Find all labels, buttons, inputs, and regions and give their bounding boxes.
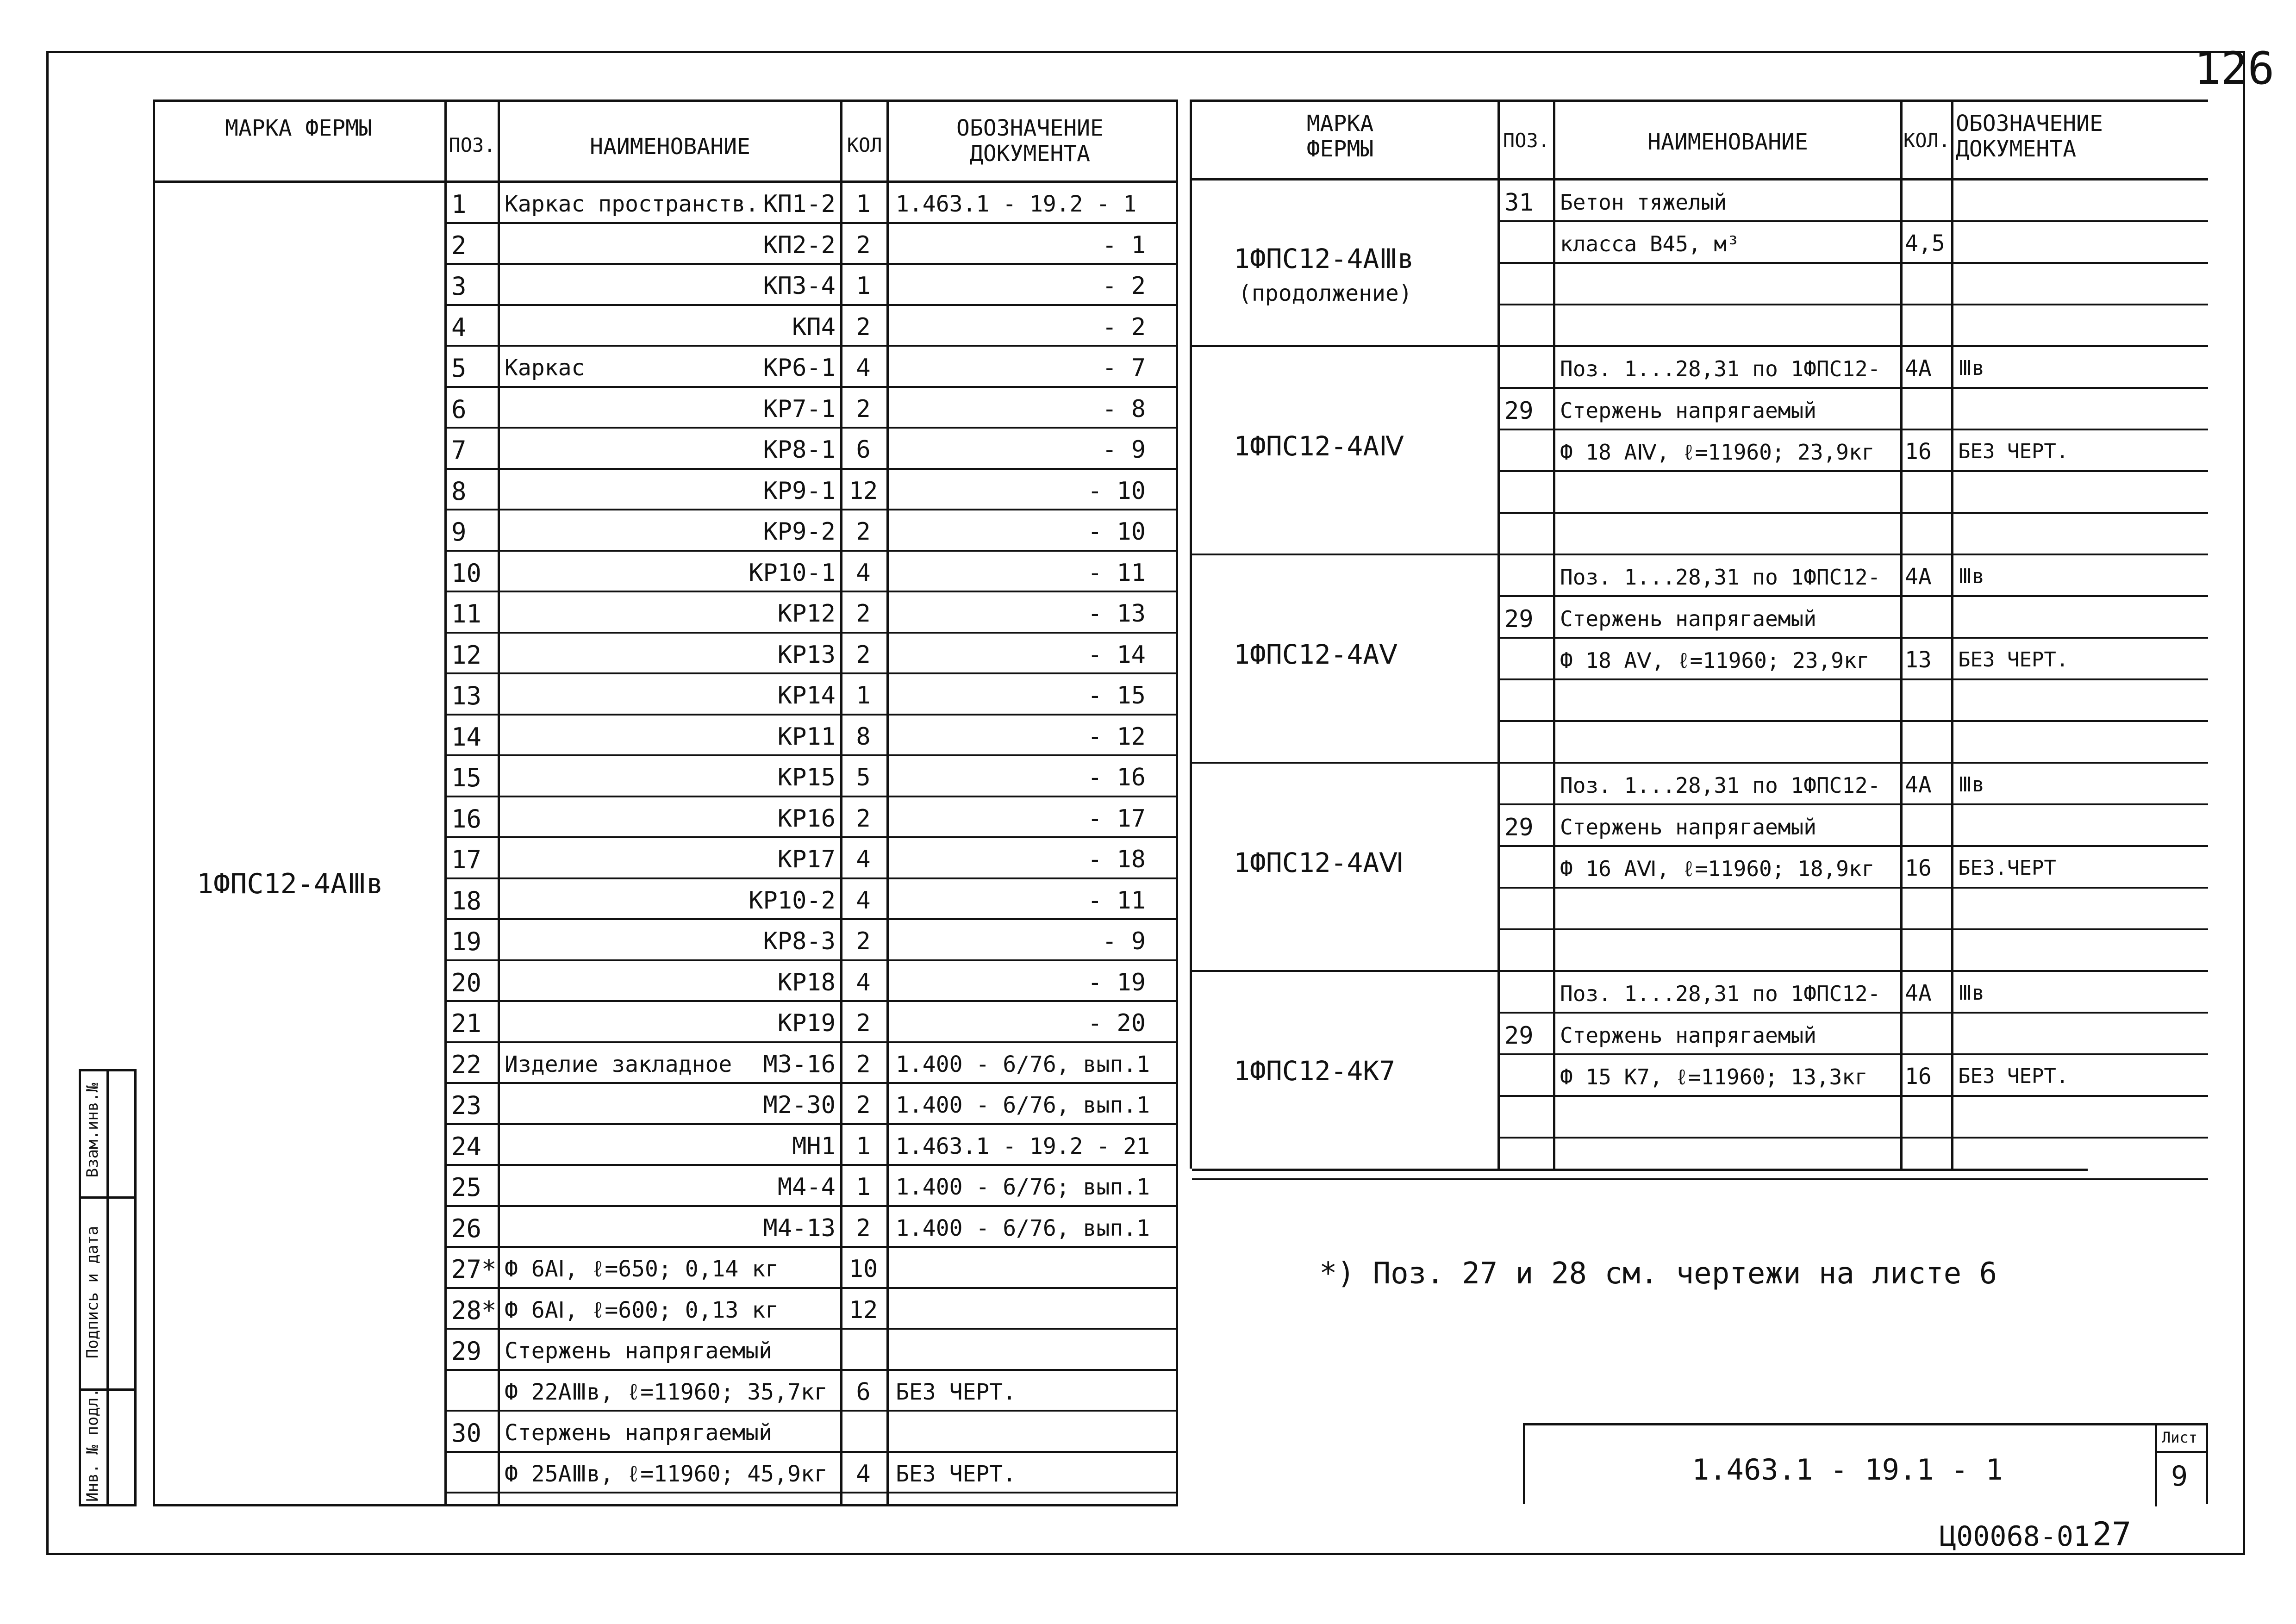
- left-row-qty: 6: [856, 1378, 871, 1406]
- left-row-mark: КР10-2: [749, 886, 836, 915]
- left-row-pos: 29: [451, 1337, 482, 1366]
- right-row-doc: БЕЗ.ЧЕРТ: [1958, 856, 2056, 880]
- title-sheet-number: 9: [2171, 1460, 2188, 1493]
- left-row-pos: 9: [451, 517, 467, 547]
- right-header-qty: КОЛ.: [1903, 129, 1951, 152]
- left-row-mark: КР13: [777, 641, 836, 669]
- left-row-doc: 1.463.1 - 19.2 - 21: [896, 1133, 1150, 1159]
- stamp-inv: Инв. № подл.: [83, 1388, 102, 1502]
- left-row-pos: 6: [451, 394, 467, 424]
- row-divider: [444, 591, 1176, 592]
- left-row-doc: - 2: [1102, 313, 1146, 341]
- group-divider: [1192, 970, 1497, 972]
- row-divider: [444, 672, 1176, 674]
- left-row-pos: 11: [451, 599, 482, 628]
- row-divider: [1497, 512, 2208, 514]
- group-divider: [1192, 1178, 1497, 1180]
- row-divider: [444, 304, 1176, 306]
- left-row-qty: 1: [856, 1173, 871, 1201]
- left-row-doc: - 14: [1087, 641, 1146, 669]
- left-row-qty: 1: [856, 1132, 871, 1160]
- title-code: 1.463.1 - 19.1 - 1: [1692, 1453, 2003, 1487]
- right-row-name: Поз. 1...28,31 по 1ФПС12-: [1560, 981, 1881, 1006]
- left-row-pos: 19: [451, 927, 482, 956]
- left-row-pos: 22: [451, 1050, 482, 1079]
- right-row-name: Ф 16 АⅥ, ℓ=11960; 18,9кг: [1560, 856, 1875, 881]
- left-row-qty: 2: [856, 1050, 871, 1078]
- left-row-qty: 6: [856, 436, 871, 464]
- left-row-qty: 12: [849, 477, 878, 505]
- left-row-mark: КП2-2: [763, 231, 836, 259]
- row-divider: [1497, 1178, 2208, 1180]
- right-row-doc: Ⅲв: [1958, 981, 1984, 1005]
- right-row-name: Ф 18 АⅤ, ℓ=11960; 23,9кг: [1560, 648, 1870, 673]
- row-divider: [444, 918, 1176, 920]
- row-divider: [444, 1492, 1176, 1493]
- right-row-name: Поз. 1...28,31 по 1ФПС12-: [1560, 565, 1881, 590]
- left-row-qty: 12: [849, 1296, 878, 1324]
- stamp-vzam: Взам.инв.№: [83, 1083, 102, 1178]
- left-row-name: Ф 6АⅠ, ℓ=650; 0,14 кг: [505, 1256, 779, 1282]
- right-row-doc: БЕЗ ЧЕРТ.: [1958, 648, 2069, 672]
- right-row-name: Поз. 1...28,31 по 1ФПС12-: [1560, 356, 1881, 381]
- right-row-name: Стержень напрягаемый: [1560, 606, 1816, 631]
- row-divider: [444, 427, 1176, 429]
- right-row-qty: 4,5: [1905, 230, 1945, 256]
- group-divider: [1192, 554, 1497, 555]
- right-row-qty: 16: [1905, 855, 1932, 881]
- left-row-doc: - 9: [1102, 927, 1146, 955]
- left-row-mark: КР11: [777, 722, 836, 751]
- footnote: *) Поз. 27 и 28 см. чертежи на листе 6: [1319, 1257, 1997, 1291]
- row-divider: [444, 1451, 1176, 1453]
- row-divider: [444, 509, 1176, 510]
- left-row-qty: 2: [856, 518, 871, 546]
- right-row-qty: 4А: [1905, 772, 1932, 798]
- row-divider: [1497, 678, 2208, 680]
- right-row-name: Бетон тяжелый: [1560, 190, 1727, 215]
- right-row-pos: 31: [1504, 189, 1534, 217]
- row-divider: [1497, 345, 2208, 347]
- right-row-name: Стержень напрягаемый: [1560, 398, 1816, 423]
- right-row-doc: Ⅲв: [1958, 356, 1984, 380]
- left-row-doc: - 1: [1102, 231, 1146, 259]
- left-row-pos: 17: [451, 845, 482, 874]
- row-divider: [1497, 887, 2208, 889]
- title-sheet-label: Лист: [2162, 1429, 2198, 1446]
- row-divider: [444, 1041, 1176, 1043]
- row-divider: [1497, 762, 2208, 764]
- right-group-mark-note: (продолжение): [1238, 280, 1412, 306]
- row-divider: [444, 1205, 1176, 1207]
- left-row-pos: 12: [451, 640, 482, 670]
- right-row-pos: 29: [1504, 1022, 1534, 1050]
- left-row-mark: КР16: [777, 804, 836, 833]
- left-row-mark: М3-16: [763, 1050, 836, 1078]
- row-divider: [1497, 595, 2208, 597]
- row-divider: [1497, 470, 2208, 472]
- row-divider: [444, 877, 1176, 879]
- right-row-name: Стержень напрягаемый: [1560, 1023, 1816, 1048]
- row-divider: [444, 1369, 1176, 1371]
- left-row-pos: 2: [451, 230, 467, 260]
- right-row-name: Ф 15 К7, ℓ=11960; 13,3кг: [1560, 1064, 1868, 1089]
- left-row-name: Ф 25АⅢв, ℓ=11960; 45,9кг: [505, 1461, 828, 1487]
- left-row-qty: 4: [856, 846, 871, 873]
- row-divider: [1497, 720, 2208, 722]
- left-row-qty: 2: [856, 600, 871, 628]
- left-row-mark: КР12: [777, 600, 836, 628]
- left-row-mark: КР7-1: [763, 395, 836, 423]
- row-divider: [444, 1246, 1176, 1248]
- row-divider: [444, 1000, 1176, 1002]
- left-row-mark: КР6-1: [763, 354, 836, 382]
- row-divider: [1497, 928, 2208, 930]
- right-group-mark: 1ФПС12-4АⅣ: [1234, 430, 1404, 462]
- left-row-pos: 26: [451, 1213, 482, 1243]
- left-row-qty: 10: [849, 1255, 878, 1283]
- right-row-qty: 4А: [1905, 980, 1932, 1006]
- row-divider: [444, 1082, 1176, 1084]
- row-divider: [444, 796, 1176, 797]
- row-divider: [444, 550, 1176, 552]
- right-row-name: класса В45, м³: [1560, 231, 1740, 256]
- right-header-mark: МАРКА ФЕРМЫ: [1306, 111, 1374, 162]
- left-row-pos: 10: [451, 558, 482, 588]
- left-row-doc: - 19: [1087, 968, 1146, 996]
- left-row-name: Каркас: [505, 355, 585, 381]
- left-row-doc: - 11: [1087, 886, 1146, 915]
- left-row-pos: 30: [451, 1419, 482, 1448]
- left-row-qty: 4: [856, 886, 871, 915]
- left-row-qty: 2: [856, 1214, 871, 1242]
- left-row-doc: 1.400 - 6/76, вып.1: [896, 1051, 1150, 1077]
- sheet-number-top: 126: [2194, 43, 2275, 94]
- right-row-pos: 29: [1504, 814, 1534, 841]
- bottom-code: Ц00068-01: [1940, 1520, 2090, 1553]
- right-row-qty: 4А: [1905, 355, 1932, 381]
- left-row-pos: 25: [451, 1173, 482, 1202]
- left-row-pos: 28*: [451, 1295, 497, 1325]
- left-row-pos: 14: [451, 722, 482, 752]
- left-row-pos: 5: [451, 354, 467, 383]
- left-row-pos: 21: [451, 1009, 482, 1038]
- left-header-qty: КОЛ: [847, 134, 882, 156]
- left-row-pos: 24: [451, 1132, 482, 1161]
- left-row-doc: - 8: [1102, 395, 1146, 423]
- right-row-qty: 16: [1905, 439, 1932, 465]
- left-row-qty: 8: [856, 722, 871, 751]
- group-divider: [1192, 762, 1497, 764]
- left-row-doc: 1.400 - 6/76, вып.1: [896, 1215, 1150, 1241]
- right-header-doc: ОБОЗНАЧЕНИЕ ДОКУМЕНТА: [1956, 111, 2103, 162]
- right-row-pos: 29: [1504, 605, 1534, 633]
- row-divider: [1497, 304, 2208, 305]
- left-row-doc: - 18: [1087, 846, 1146, 873]
- left-row-qty: 4: [856, 559, 871, 587]
- row-divider: [1497, 803, 2208, 805]
- right-row-qty: 4А: [1905, 564, 1932, 590]
- left-mark: 1ФПС12-4АⅢв: [197, 868, 383, 900]
- row-divider: [444, 468, 1176, 470]
- left-row-mark: КР10-1: [749, 559, 836, 587]
- left-row-mark: КП1-2: [763, 190, 836, 218]
- left-row-qty: 4: [856, 354, 871, 382]
- right-group-mark: 1ФПС12-4К7: [1234, 1055, 1396, 1087]
- left-row-mark: КР14: [777, 682, 836, 709]
- left-row-doc: - 12: [1087, 722, 1146, 751]
- left-row-name: Ф 6АⅠ, ℓ=600; 0,13 кг: [505, 1297, 779, 1323]
- row-divider: [1497, 429, 2208, 430]
- left-row-mark: М4-13: [763, 1214, 836, 1242]
- row-divider: [444, 1287, 1176, 1289]
- row-divider: [1497, 220, 2208, 222]
- left-row-qty: 2: [856, 641, 871, 669]
- row-divider: [444, 714, 1176, 716]
- left-row-doc: БЕЗ ЧЕРТ.: [896, 1379, 1017, 1405]
- left-row-doc: - 17: [1087, 804, 1146, 833]
- left-row-doc: - 2: [1102, 272, 1146, 300]
- left-row-mark: КР18: [777, 968, 836, 996]
- left-row-name: Стержень напрягаемый: [505, 1338, 772, 1364]
- right-group-mark: 1ФПС12-4АⅢв: [1234, 243, 1414, 274]
- left-row-doc: - 10: [1087, 518, 1146, 546]
- left-row-qty: 2: [856, 927, 871, 955]
- left-row-qty: 1: [856, 190, 871, 218]
- left-row-mark: КР19: [777, 1009, 836, 1037]
- row-divider: [1497, 1053, 2208, 1055]
- left-row-doc: - 7: [1102, 354, 1146, 382]
- left-row-qty: 2: [856, 1009, 871, 1037]
- row-divider: [444, 1328, 1176, 1330]
- left-row-pos: 3: [451, 272, 467, 301]
- left-row-mark: КР17: [777, 846, 836, 873]
- left-row-mark: КР8-3: [763, 927, 836, 955]
- right-row-name: Ф 18 АⅣ, ℓ=11960; 23,9кг: [1560, 440, 1875, 465]
- row-divider: [444, 1164, 1176, 1166]
- left-header-pos: ПОЗ.: [449, 134, 496, 156]
- row-divider: [1497, 262, 2208, 264]
- right-row-name: Стержень напрягаемый: [1560, 815, 1816, 840]
- right-row-doc: БЕЗ ЧЕРТ.: [1958, 440, 2069, 463]
- row-divider: [1497, 970, 2208, 972]
- left-row-qty: 2: [856, 395, 871, 423]
- left-row-pos: 8: [451, 476, 467, 506]
- title-block: [1523, 1423, 2208, 1504]
- row-divider: [1497, 1095, 2208, 1097]
- group-divider: [1192, 345, 1497, 347]
- row-divider: [1497, 554, 2208, 555]
- row-divider: [444, 222, 1176, 224]
- left-row-doc: 1.400 - 6/76, вып.1: [896, 1092, 1150, 1118]
- right-header-name: НАИМЕНОВАНИЕ: [1647, 129, 1808, 155]
- left-row-pos: 4: [451, 312, 467, 342]
- left-header-name: НАИМЕНОВАНИЕ: [590, 134, 750, 160]
- left-row-qty: 5: [856, 764, 871, 791]
- right-header-pos: ПОЗ.: [1503, 129, 1550, 152]
- left-row-qty: 2: [856, 313, 871, 341]
- row-divider: [1497, 845, 2208, 847]
- row-divider: [444, 754, 1176, 756]
- left-row-mark: КР9-2: [763, 518, 836, 546]
- bottom-page: 27: [2092, 1515, 2132, 1553]
- left-row-mark: КП4: [792, 313, 836, 341]
- right-row-pos: 29: [1504, 397, 1534, 425]
- left-row-qty: 1: [856, 272, 871, 300]
- left-row-pos: 1: [451, 190, 467, 219]
- right-row-qty: 16: [1905, 1064, 1932, 1089]
- left-header-doc: ОБОЗНАЧЕНИЕ ДОКУМЕНТА: [956, 115, 1104, 167]
- left-row-pos: 13: [451, 681, 482, 710]
- left-row-name: Каркас пространств.: [505, 191, 759, 217]
- left-row-qty: 4: [856, 968, 871, 996]
- left-row-pos: 27*: [451, 1255, 497, 1284]
- right-row-doc: БЕЗ ЧЕРТ.: [1958, 1064, 2069, 1088]
- left-row-name: Ф 22АⅢв, ℓ=11960; 35,7кг: [505, 1379, 828, 1405]
- left-row-pos: 18: [451, 886, 482, 915]
- left-row-mark: КР9-1: [763, 477, 836, 505]
- row-divider: [1497, 387, 2208, 389]
- right-row-doc: Ⅲв: [1958, 773, 1984, 796]
- left-row-pos: 23: [451, 1091, 482, 1120]
- left-row-mark: МН1: [792, 1132, 836, 1160]
- left-row-mark: КР15: [777, 764, 836, 791]
- left-row-qty: 4: [856, 1460, 871, 1488]
- left-row-qty: 2: [856, 231, 871, 259]
- right-row-doc: Ⅲв: [1958, 565, 1984, 588]
- row-divider: [1497, 1137, 2208, 1139]
- left-row-pos: 16: [451, 804, 482, 834]
- right-group-mark: 1ФПС12-4АⅤ: [1234, 639, 1398, 670]
- left-row-name: Стержень напрягаемый: [505, 1420, 772, 1446]
- left-row-pos: 7: [451, 436, 467, 465]
- row-divider: [444, 1410, 1176, 1412]
- row-divider: [444, 263, 1176, 265]
- left-row-pos: 20: [451, 968, 482, 997]
- left-row-doc: - 16: [1087, 764, 1146, 791]
- left-row-qty: 2: [856, 1091, 871, 1119]
- left-row-doc: - 20: [1087, 1009, 1146, 1037]
- left-row-mark: М4-4: [777, 1173, 836, 1201]
- left-row-name: Изделие закладное: [505, 1051, 732, 1077]
- right-row-name: Поз. 1...28,31 по 1ФПС12-: [1560, 773, 1881, 798]
- left-header-mark: МАРКА ФЕРМЫ: [225, 115, 372, 141]
- side-stamp: [79, 1069, 137, 1506]
- row-divider: [1497, 1012, 2208, 1014]
- right-group-mark: 1ФПС12-4АⅥ: [1234, 847, 1404, 878]
- left-row-pos: 15: [451, 763, 482, 792]
- left-row-doc: - 9: [1102, 436, 1146, 464]
- row-divider: [444, 345, 1176, 347]
- right-spec-table: [1190, 100, 2208, 1169]
- left-row-doc: - 13: [1087, 600, 1146, 628]
- row-divider: [444, 632, 1176, 634]
- left-row-doc: БЕЗ ЧЕРТ.: [896, 1461, 1017, 1487]
- left-row-doc: 1.463.1 - 19.2 - 1: [896, 191, 1137, 217]
- stamp-sign: Подпись и дата: [83, 1226, 102, 1359]
- right-row-qty: 13: [1905, 647, 1932, 673]
- left-row-mark: КР8-1: [763, 436, 836, 464]
- left-row-mark: КП3-4: [763, 272, 836, 300]
- row-divider: [444, 1123, 1176, 1125]
- left-row-qty: 2: [856, 804, 871, 833]
- row-divider: [444, 959, 1176, 961]
- row-divider: [444, 836, 1176, 838]
- left-row-doc: 1.400 - 6/76; вып.1: [896, 1174, 1150, 1200]
- row-divider: [444, 386, 1176, 388]
- left-row-qty: 1: [856, 682, 871, 709]
- left-row-mark: М2-30: [763, 1091, 836, 1119]
- left-row-doc: - 15: [1087, 682, 1146, 709]
- left-row-doc: - 11: [1087, 559, 1146, 587]
- left-row-doc: - 10: [1087, 477, 1146, 505]
- row-divider: [1497, 637, 2208, 639]
- left-spec-table: [153, 100, 1178, 1506]
